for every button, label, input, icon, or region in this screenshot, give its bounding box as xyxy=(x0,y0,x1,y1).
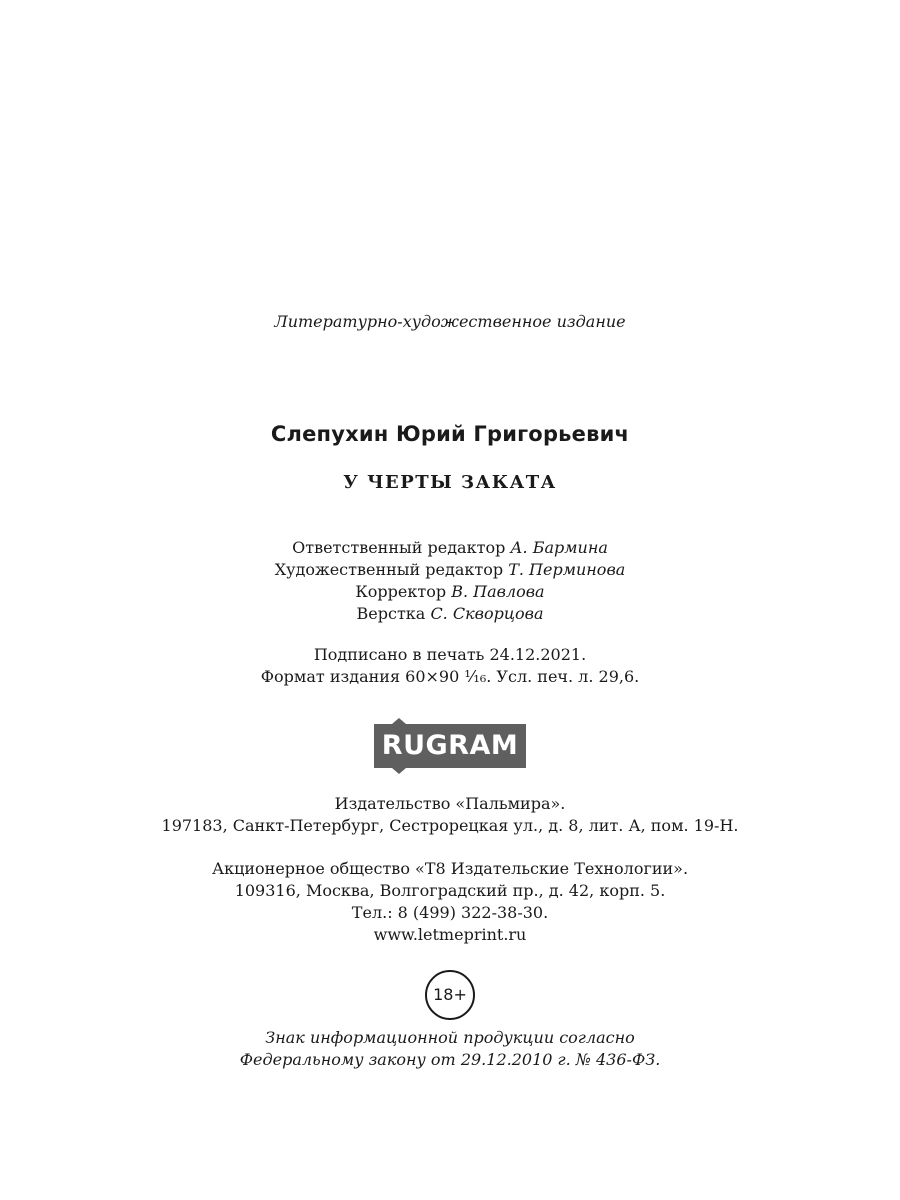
credit-person: А. Бармина xyxy=(510,538,608,557)
print-info xyxy=(0,644,900,688)
edition-genre: Литературно-художественное издание xyxy=(274,312,626,331)
credit-person: Т. Перминова xyxy=(508,560,626,579)
notice-line: Федеральному закону от 29.12.2010 г. № 436-ФЗ. xyxy=(239,1050,661,1069)
credit-person: С. Скворцова xyxy=(430,604,544,623)
print-format: Формат издания 60×90 ¹⁄₁₆. Усл. печ. л. 29,6. xyxy=(260,667,640,686)
author-name: Слепухин Юрий Григорьевич xyxy=(270,422,630,446)
age-rating-badge: 18+ xyxy=(425,970,475,1020)
print-signed-date: Подписано в печать 24.12.2021. xyxy=(313,645,587,664)
printer-address: 109316, Москва, Волгоградский пр., д. 42, корп. 5. xyxy=(234,881,666,900)
rugram-logo: RUGRAM xyxy=(374,724,526,768)
credit-role: Корректор xyxy=(355,582,447,601)
age-rating-container xyxy=(0,970,900,1020)
credits-block xyxy=(0,537,900,625)
credit-line xyxy=(0,603,900,625)
credit-role: Художественный редактор xyxy=(274,560,504,579)
credit-role: Ответственный редактор xyxy=(292,538,506,557)
book-title: У ЧЕРТЫ ЗАКАТА xyxy=(343,472,557,493)
publisher-logo-container xyxy=(0,724,900,768)
credit-role: Верстка xyxy=(356,604,426,623)
credit-line xyxy=(0,537,900,559)
publisher-name: Издательство «Пальмира». xyxy=(334,794,566,813)
credit-person: В. Павлова xyxy=(451,582,545,601)
publisher-block xyxy=(0,793,900,837)
printer-name: Акционерное общество «Т8 Издательские Технологии». xyxy=(211,859,689,878)
printer-phone: Тел.: 8 (499) 322-38-30. xyxy=(351,903,549,922)
credit-line xyxy=(0,559,900,581)
notice-line: Знак информационной продукции согласно xyxy=(265,1028,635,1047)
info-product-notice xyxy=(0,1027,900,1071)
publisher-address: 197183, Санкт-Петербург, Сестрорецкая ул., д. 8, лит. А, пом. 19-Н. xyxy=(161,816,739,835)
printer-website: www.letmeprint.ru xyxy=(373,925,527,944)
printer-block xyxy=(0,858,900,946)
credit-line xyxy=(0,581,900,603)
